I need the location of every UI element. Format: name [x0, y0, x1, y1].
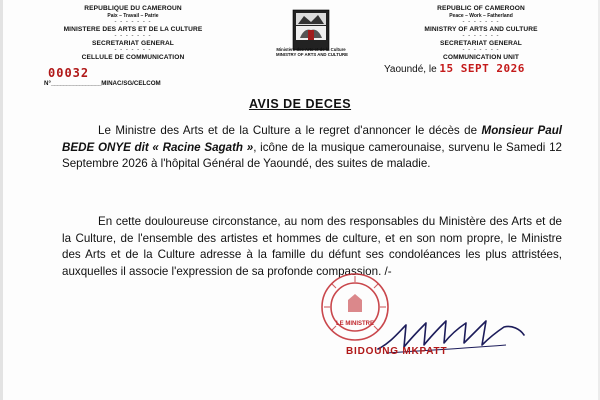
reference-dots: ________________	[50, 80, 102, 87]
header-right-english	[372, 4, 590, 62]
emblem-caption	[276, 47, 346, 57]
header-ministry-en: MINISTRY OF ARTS AND CULTURE	[424, 26, 538, 33]
paragraph2-text: En cette douloureuse circonstance, au nom des responsables du Ministère des Arts et de la Culture, de l'ensemble des artistes et hommes de culture, et en son nom propre, le Ministre des Arts et de la Culture adresse à la famille du défunt ses condoléances les plus attristées, auxquelles il associe l'expression de sa profonde compassion. /-	[62, 215, 562, 278]
reference-suffix: MINAC/SG/CELCOM	[101, 80, 161, 87]
date-line	[384, 62, 525, 75]
emblem-caption-fr: Ministère des Arts et de la Culture	[276, 47, 346, 52]
paragraph1-intro: Le Ministre des Arts et de la Culture a le regret d'annoncer le décès de	[98, 124, 482, 137]
date-stamp: 15 SEPT 2026	[439, 62, 525, 75]
header-country-en: REPUBLIC OF CAMEROON	[437, 5, 525, 12]
reference-prefix: N°	[44, 80, 51, 87]
header-ministry-fr: MINISTERE DES ARTS ET DE LA CULTURE	[63, 26, 203, 33]
header-divider: - - - - - - -	[114, 33, 152, 39]
header-divider: - - - - - - -	[462, 33, 500, 39]
date-place: Yaoundé, le	[384, 64, 437, 75]
header-unit-en: COMMUNICATION UNIT	[442, 54, 520, 61]
header-divider: - - - - - - -	[114, 19, 152, 25]
header-unit-fr: CELLULE DE COMMUNICATION	[81, 54, 185, 61]
stamp-text: LE MINISTRE	[335, 321, 375, 327]
paragraph-announcement	[62, 123, 562, 173]
header-divider: - - - - - - -	[462, 19, 500, 25]
header-divider: - - - - - - -	[462, 47, 500, 53]
header-left-french	[18, 4, 248, 62]
header-divider: - - - - - - -	[114, 47, 152, 53]
header-secretariat-en: SECRETARIAT GENERAL	[440, 40, 522, 47]
page-edge-left	[0, 0, 3, 400]
document-title: AVIS DE DECES	[248, 97, 352, 111]
deceased-name: Monsieur Paul BEDE ONYE dit « Racine Sagath »	[62, 124, 562, 154]
reference-number: 00032	[48, 66, 90, 80]
signer-name: BIDOUNG MKPATT	[346, 346, 448, 357]
header-motto-fr: Paix – Travail – Patrie	[107, 13, 159, 19]
paragraph1-rest: , icône de la musique camerounaise, survenu le Samedi 12 Septembre 2026 à l'hôpital Général de Yaoundé, des suites de maladie.	[62, 140, 562, 170]
paragraph-condolences	[62, 214, 562, 280]
header-motto-en: Peace – Work – Fatherland	[449, 13, 513, 19]
reference-line	[44, 80, 161, 87]
emblem-caption-en: MINISTRY OF ARTS AND CULTURE	[276, 52, 348, 57]
header-secretariat-fr: SECRETARIAT GENERAL	[92, 40, 174, 47]
header-country-fr: REPUBLIQUE DU CAMEROUN	[84, 5, 182, 12]
